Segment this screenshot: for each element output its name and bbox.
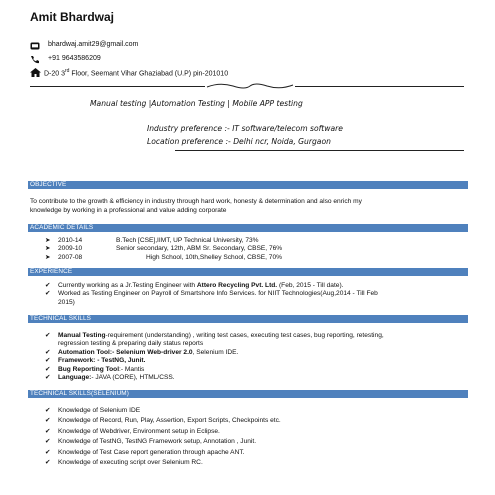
list-item: ✔ Framework: - TestNG, Junit. (45, 357, 146, 365)
experience-list (30, 282, 378, 307)
check-bullet-icon: ✔ (45, 282, 51, 289)
check-bullet-icon: ✔ (45, 357, 51, 365)
divider-flourish (205, 80, 295, 94)
check-bullet-icon: ✔ (45, 427, 51, 435)
list-item: ✔ Knowledge of Record, Run, Play, Assertion, Export Scripts, Checkpoints etc. (30, 416, 281, 426)
email-icon (30, 42, 40, 52)
list-item: ✔ Language:- JAVA (CORE), HTML/CSS. (45, 374, 175, 382)
check-bullet-icon: ✔ (45, 374, 51, 382)
academic-list (30, 237, 282, 262)
location-preference: Location preference :- Delhi ncr, Noida, Gurgaon (147, 137, 331, 146)
candidate-name: Amit Bhardwaj (30, 10, 115, 24)
phone-icon (30, 55, 39, 66)
list-item: ✔ Knowledge of Test Case report generation through apache ANT. (30, 448, 281, 458)
objective-text: To contribute to the growth & efficiency in industry through hard work, honesty & determination and also enrich my knowledge by working in a professional and value adding corporate (30, 198, 362, 214)
selenium-skills-header: TECHNICAL SKILLS(SELENIUM) (28, 390, 468, 398)
phone-text: +91 9643586209 (48, 55, 101, 62)
list-item: ✔ Manual Testing-requirement (understanding) , writing test cases, executing test cases, bug reporting, retesting, (45, 332, 384, 339)
check-bullet-icon: ✔ (45, 448, 51, 456)
email-text: bhardwaj.amit29@gmail.com (48, 41, 139, 48)
profile-divider (175, 150, 464, 151)
list-item: ➤ 2007-08 High School, 10th,Shelley School, CBSE, 70% (45, 253, 282, 261)
list-item: ➤ 2010-14 B.Tech [CSE],IIMT, UP Technical University, 73% (45, 237, 259, 244)
list-item: regression testing & preparing daily status reports (58, 340, 204, 348)
list-item: ✔ Worked as Testing Engineer on Payroll of Smartshore Info Services. for NIIT Technologies(Aug,2014 - Till Feb (45, 290, 378, 298)
arrow-bullet-icon: ➤ (45, 245, 51, 253)
technical-skills-list (30, 332, 384, 382)
list-item: ✔ Automation Tool:- Selenium Web-driver 2.0, Selenium IDE. (45, 348, 239, 356)
list-item: ✔ Knowledge of executing script over Selenium RC. (30, 458, 281, 468)
home-icon (30, 68, 41, 79)
list-item: ➤ 2009-10 Senior secondary, 12th, ABM Sr. Secondary, CBSE, 76% (45, 245, 283, 253)
experience-header: EXPERIENCE (28, 268, 468, 276)
check-bullet-icon: ✔ (45, 290, 51, 298)
technical-skills-header: TECHNICAL SKILLS (28, 315, 468, 323)
arrow-bullet-icon: ➤ (45, 253, 51, 261)
list-item: ✔ Knowledge of Selenium IDE (30, 406, 281, 416)
list-item: ✔ Knowledge of Webdriver, Environment setup in Eclipse. (30, 427, 281, 437)
academic-header: ACADEMIC DETAILS (28, 224, 468, 232)
objective-header: OBJECTIVE (28, 181, 468, 189)
check-bullet-icon: ✔ (45, 417, 51, 425)
check-bullet-icon: ✔ (45, 332, 51, 339)
check-bullet-icon: ✔ (45, 407, 51, 414)
list-item: 2015) (58, 298, 75, 306)
list-item: ✔ Bug Reporting Tool:- Mantis (45, 365, 145, 373)
selenium-skills-list (30, 406, 281, 468)
address-text: D-20 3rd Floor, Seemant Vihar Ghaziabad (U.P) pin-201010 (44, 68, 229, 78)
list-item: ✔ Knowledge of TestNG, TestNG Framework setup, Annotation , Junit. (30, 437, 281, 447)
list-item: ✔ Currently working as a Jr.Testing Engineer with Attero Recycling Pvt. Ltd. (Feb, 2015 - Till date). (45, 282, 344, 289)
check-bullet-icon: ✔ (45, 365, 51, 373)
profile-skills-line: Manual testing |Automation Testing | Mobile APP testing (90, 99, 303, 108)
check-bullet-icon: ✔ (45, 459, 51, 467)
arrow-bullet-icon: ➤ (45, 237, 51, 244)
check-bullet-icon: ✔ (45, 348, 51, 356)
industry-preference: Industry preference :- IT software/telecom software (147, 124, 343, 133)
check-bullet-icon: ✔ (45, 438, 51, 446)
